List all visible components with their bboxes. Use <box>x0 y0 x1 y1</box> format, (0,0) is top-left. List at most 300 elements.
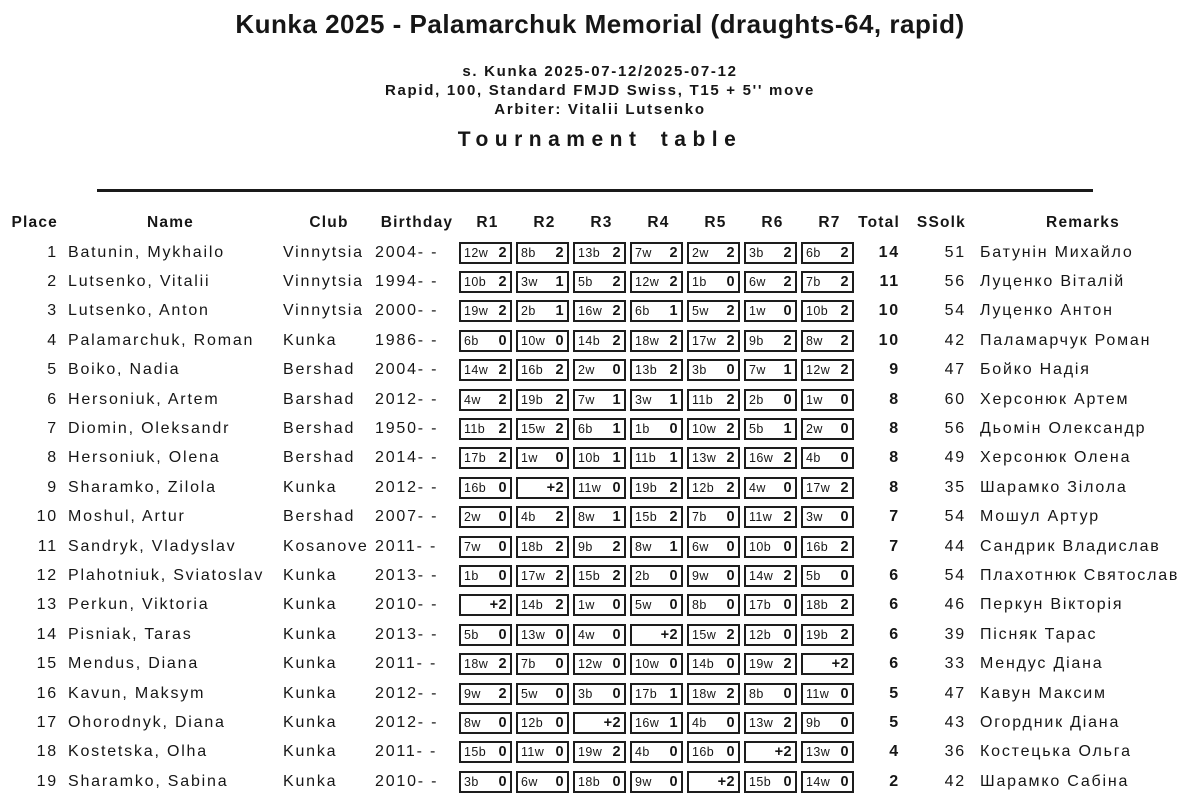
opponent-and-color: 9b <box>749 333 764 348</box>
round-score: 2 <box>612 303 621 320</box>
remarks-cell: Шарамко Сабіна <box>980 772 1130 790</box>
place-cell: 19 <box>36 772 58 790</box>
round-result-box <box>687 712 740 734</box>
club-cell: Vinnytsia <box>283 243 364 261</box>
opponent-and-color: 5b <box>749 422 764 437</box>
round-cell <box>459 326 516 355</box>
round-result-box <box>801 330 854 352</box>
ssolk-cell: 42 <box>944 772 966 790</box>
round-score: +2 <box>717 773 735 790</box>
table-row <box>0 503 1200 532</box>
round-cell <box>630 385 687 414</box>
opponent-and-color: 6b <box>635 304 650 319</box>
round-result-box <box>630 594 683 616</box>
name-cell: Moshul, Artur <box>68 508 186 526</box>
round-cell <box>459 444 516 473</box>
round-score: 2 <box>840 303 849 320</box>
remarks-cell: Плахотнюк Святослав <box>980 566 1180 584</box>
round-score: 2 <box>498 421 507 438</box>
opponent-and-color: 13b <box>635 363 658 378</box>
opponent-and-color: 8w <box>578 510 595 525</box>
opponent-and-color: 10b <box>464 275 487 290</box>
table-row <box>0 708 1200 737</box>
round-cell <box>516 473 573 502</box>
opponent-and-color: 3w <box>806 510 823 525</box>
opponent-and-color: 5b <box>806 568 821 583</box>
round-cell <box>459 414 516 443</box>
round-score: 2 <box>840 332 849 349</box>
round-cell <box>573 267 630 296</box>
opponent-and-color: 12w <box>578 657 603 672</box>
opponent-and-color: 17b <box>635 686 658 701</box>
round-cell <box>459 385 516 414</box>
round-result-box <box>573 359 626 381</box>
round-score: 0 <box>726 656 735 673</box>
opponent-and-color: 2w <box>692 245 709 260</box>
round-cell <box>459 532 516 561</box>
round-result-box <box>687 771 740 793</box>
round-result-box <box>459 271 512 293</box>
round-score: 0 <box>840 509 849 526</box>
round-cell <box>573 238 630 267</box>
round-score: 2 <box>555 421 564 438</box>
round-cell <box>516 267 573 296</box>
opponent-and-color: 16b <box>464 480 487 495</box>
opponent-and-color: 15b <box>749 774 772 789</box>
round-score: 0 <box>669 597 678 614</box>
opponent-and-color: 19b <box>521 392 544 407</box>
round-score: 0 <box>498 773 507 790</box>
opponent-and-color: 11w <box>521 745 545 760</box>
round-cell <box>573 708 630 737</box>
round-result-box <box>516 477 569 499</box>
round-result-box <box>630 536 683 558</box>
round-cell <box>687 326 744 355</box>
round-cell <box>516 297 573 326</box>
round-cell <box>459 297 516 326</box>
round-score: 1 <box>669 391 678 408</box>
round-result-box <box>459 477 512 499</box>
round-result-box <box>516 447 569 469</box>
round-result-box <box>459 506 512 528</box>
tournament-info <box>0 62 1200 119</box>
round-score: 2 <box>555 567 564 584</box>
round-result-box <box>744 359 797 381</box>
round-score: 2 <box>840 362 849 379</box>
total-cell: 7 <box>889 508 900 526</box>
round-result-box <box>744 300 797 322</box>
rounds-cells <box>459 238 858 267</box>
round-result-box <box>630 506 683 528</box>
opponent-and-color: 10b <box>806 304 829 319</box>
opponent-and-color: 1w <box>749 304 766 319</box>
round-cell <box>630 267 687 296</box>
total-cell: 8 <box>889 449 900 467</box>
round-cell <box>801 473 858 502</box>
round-result-box <box>744 271 797 293</box>
col-header-remarks: Remarks <box>1046 214 1120 231</box>
round-score: +2 <box>546 479 564 496</box>
round-result-box <box>744 683 797 705</box>
round-score: 2 <box>612 274 621 291</box>
round-score: 0 <box>498 479 507 496</box>
round-cell <box>744 238 801 267</box>
round-result-box <box>516 624 569 646</box>
round-cell <box>744 473 801 502</box>
table-row <box>0 297 1200 326</box>
round-cell <box>801 708 858 737</box>
round-result-box <box>687 594 740 616</box>
round-result-box <box>744 242 797 264</box>
ssolk-cell: 35 <box>944 478 966 496</box>
round-cell <box>744 267 801 296</box>
round-result-box <box>459 771 512 793</box>
round-result-box <box>744 712 797 734</box>
club-cell: Vinnytsia <box>283 273 364 291</box>
ssolk-cell: 47 <box>944 361 966 379</box>
round-result-box <box>459 447 512 469</box>
round-result-box <box>573 506 626 528</box>
round-result-box <box>573 594 626 616</box>
rounds-cells <box>459 356 858 385</box>
club-cell: Kunka <box>283 772 338 790</box>
opponent-and-color: 19w <box>464 304 489 319</box>
table-row <box>0 649 1200 678</box>
round-score: 0 <box>612 597 621 614</box>
round-score: 0 <box>612 362 621 379</box>
opponent-and-color: 12b <box>521 715 544 730</box>
opponent-and-color: 18w <box>692 686 717 701</box>
round-result-box <box>630 359 683 381</box>
opponent-and-color: 13w <box>749 715 774 730</box>
round-cell <box>687 708 744 737</box>
round-cell <box>744 767 801 796</box>
round-cell <box>630 708 687 737</box>
col-header-ssolk: SSolk <box>916 214 966 231</box>
opponent-and-color: 1w <box>521 451 538 466</box>
round-score: 0 <box>726 509 735 526</box>
round-result-box <box>573 389 626 411</box>
opponent-and-color: 17w <box>521 568 546 583</box>
round-score: 0 <box>555 773 564 790</box>
round-cell <box>744 444 801 473</box>
remarks-cell: Сандрик Владислав <box>980 537 1161 555</box>
remarks-cell: Пісняк Тарас <box>980 625 1098 643</box>
round-score: 2 <box>498 244 507 261</box>
opponent-and-color: 13w <box>806 745 831 760</box>
opponent-and-color: 18b <box>578 774 601 789</box>
round-result-box <box>630 242 683 264</box>
round-score: 1 <box>669 685 678 702</box>
round-score: 2 <box>840 626 849 643</box>
round-score: +2 <box>831 656 849 673</box>
round-result-box <box>459 242 512 264</box>
place-cell: 8 <box>47 449 58 467</box>
opponent-and-color: 8b <box>692 598 707 613</box>
round-cell <box>516 238 573 267</box>
col-header-total: Total <box>858 214 900 231</box>
table-row <box>0 679 1200 708</box>
opponent-and-color: 17w <box>692 333 717 348</box>
round-cell <box>687 356 744 385</box>
round-cell <box>687 620 744 649</box>
opponent-and-color: 1w <box>806 392 823 407</box>
round-result-box <box>687 477 740 499</box>
round-score: 0 <box>669 773 678 790</box>
club-cell: Kunka <box>283 743 338 761</box>
rounds-cells <box>459 708 858 737</box>
round-cell <box>687 738 744 767</box>
opponent-and-color: 9w <box>692 568 709 583</box>
rounds-cells <box>459 414 858 443</box>
remarks-cell: Херсонюк Артем <box>980 390 1130 408</box>
table-row <box>0 326 1200 355</box>
round-score: 2 <box>555 509 564 526</box>
birthday-cell: 2011- - <box>375 655 438 673</box>
place-cell: 1 <box>47 243 58 261</box>
round-result-box <box>630 418 683 440</box>
round-cell <box>630 649 687 678</box>
name-cell: Diomin, Oleksandr <box>68 420 231 438</box>
round-score: 0 <box>498 332 507 349</box>
round-result-box <box>516 242 569 264</box>
place-cell: 10 <box>36 508 58 526</box>
round-result-box <box>630 447 683 469</box>
birthday-cell: 2004- - <box>375 361 439 379</box>
opponent-and-color: 14b <box>578 333 601 348</box>
round-cell <box>573 649 630 678</box>
round-score: 0 <box>726 714 735 731</box>
total-cell: 10 <box>878 302 900 320</box>
opponent-and-color: 3w <box>521 275 538 290</box>
club-cell: Kunka <box>283 596 338 614</box>
round-result-box <box>459 418 512 440</box>
total-cell: 9 <box>889 361 900 379</box>
round-result-box <box>516 594 569 616</box>
round-score: 0 <box>498 538 507 555</box>
round-cell <box>744 356 801 385</box>
place-cell: 2 <box>47 273 58 291</box>
round-cell <box>630 326 687 355</box>
col-header-r5: R5 <box>704 214 727 231</box>
round-cell <box>801 591 858 620</box>
round-score: 0 <box>840 685 849 702</box>
round-cell <box>459 356 516 385</box>
round-result-box <box>459 565 512 587</box>
table-row <box>0 767 1200 796</box>
opponent-and-color: 7w <box>635 245 652 260</box>
round-cell <box>573 561 630 590</box>
round-result-box <box>801 506 854 528</box>
opponent-and-color: 7w <box>464 539 481 554</box>
round-score: 2 <box>783 332 792 349</box>
total-cell: 5 <box>889 713 900 731</box>
round-cell <box>744 326 801 355</box>
name-cell: Kostetska, Olha <box>68 743 208 761</box>
round-result-box <box>801 683 854 705</box>
name-cell: Hersoniuk, Artem <box>68 390 220 408</box>
round-cell <box>801 767 858 796</box>
rounds-cells <box>459 532 858 561</box>
round-result-box <box>687 418 740 440</box>
round-cell <box>687 532 744 561</box>
round-score: 1 <box>783 362 792 379</box>
round-cell <box>801 356 858 385</box>
round-cell <box>516 561 573 590</box>
round-cell <box>573 473 630 502</box>
round-result-box <box>516 300 569 322</box>
round-score: 2 <box>669 274 678 291</box>
round-result-box <box>573 271 626 293</box>
round-result-box <box>744 653 797 675</box>
round-score: 1 <box>669 303 678 320</box>
round-result-box <box>516 359 569 381</box>
ssolk-cell: 43 <box>944 713 966 731</box>
round-result-box <box>801 536 854 558</box>
club-cell: Kosanove <box>283 537 369 555</box>
round-cell <box>459 738 516 767</box>
round-cell <box>801 649 858 678</box>
opponent-and-color: 3w <box>635 392 652 407</box>
club-cell: Barshad <box>283 390 356 408</box>
round-cell <box>573 297 630 326</box>
round-cell <box>687 267 744 296</box>
round-cell <box>687 385 744 414</box>
round-score: 2 <box>555 362 564 379</box>
opponent-and-color: 4b <box>692 715 707 730</box>
name-cell: Palamarchuk, Roman <box>68 331 255 349</box>
opponent-and-color: 5w <box>521 686 538 701</box>
total-cell: 6 <box>889 655 900 673</box>
round-score: 2 <box>612 744 621 761</box>
round-cell <box>801 297 858 326</box>
round-score: 2 <box>555 391 564 408</box>
round-result-box <box>801 477 854 499</box>
opponent-and-color: 19w <box>578 745 603 760</box>
round-cell <box>687 649 744 678</box>
opponent-and-color: 13w <box>521 627 546 642</box>
name-cell: Hersoniuk, Olena <box>68 449 221 467</box>
place-cell: 16 <box>36 684 58 702</box>
round-result-box <box>687 741 740 763</box>
place-cell: 7 <box>47 420 58 438</box>
opponent-and-color: 3b <box>464 774 479 789</box>
round-score: 2 <box>669 479 678 496</box>
rounds-cells <box>459 591 858 620</box>
name-cell: Ohorodnyk, Diana <box>68 713 226 731</box>
round-result-box <box>744 594 797 616</box>
opponent-and-color: 4b <box>521 510 536 525</box>
name-cell: Pisniak, Taras <box>68 625 193 643</box>
rounds-cells <box>459 326 858 355</box>
round-score: 0 <box>726 744 735 761</box>
round-cell <box>687 297 744 326</box>
round-score: 0 <box>555 656 564 673</box>
round-cell <box>744 738 801 767</box>
page-title: Kunka 2025 - Palamarchuk Memorial (draughts-64, rapid) <box>235 9 965 39</box>
round-result-box <box>573 653 626 675</box>
name-cell: Sharamko, Zilola <box>68 478 217 496</box>
round-score: 0 <box>783 538 792 555</box>
round-score: +2 <box>660 626 678 643</box>
round-cell <box>801 238 858 267</box>
total-cell: 2 <box>889 772 900 790</box>
round-score: 0 <box>498 744 507 761</box>
ssolk-cell: 54 <box>944 302 966 320</box>
round-result-box <box>687 389 740 411</box>
round-score: 2 <box>726 244 735 261</box>
round-cell <box>801 326 858 355</box>
round-score: 0 <box>840 744 849 761</box>
round-score: 0 <box>783 391 792 408</box>
round-cell <box>687 503 744 532</box>
total-cell: 5 <box>889 684 900 702</box>
round-score: 0 <box>669 656 678 673</box>
round-result-box <box>516 271 569 293</box>
round-cell <box>801 444 858 473</box>
round-cell <box>801 267 858 296</box>
round-result-box <box>459 330 512 352</box>
opponent-and-color: 7w <box>749 363 766 378</box>
opponent-and-color: 15b <box>635 510 658 525</box>
round-score: 0 <box>783 303 792 320</box>
round-result-box <box>516 330 569 352</box>
round-cell <box>630 620 687 649</box>
rounds-cells <box>459 503 858 532</box>
club-cell: Bershad <box>283 420 356 438</box>
table-row <box>0 356 1200 385</box>
round-result-box <box>459 624 512 646</box>
round-score: 2 <box>612 332 621 349</box>
round-result-box <box>630 771 683 793</box>
round-cell <box>573 385 630 414</box>
opponent-and-color: 4b <box>635 745 650 760</box>
round-score: 0 <box>669 744 678 761</box>
round-score: 2 <box>726 303 735 320</box>
round-cell <box>744 591 801 620</box>
place-cell: 6 <box>47 390 58 408</box>
round-score: 2 <box>840 538 849 555</box>
opponent-and-color: 17b <box>749 598 772 613</box>
opponent-and-color: 3b <box>578 686 593 701</box>
opponent-and-color: 16w <box>635 715 660 730</box>
round-cell <box>516 679 573 708</box>
club-cell: Vinnytsia <box>283 302 364 320</box>
remarks-cell: Шарамко Зілола <box>980 478 1128 496</box>
round-cell <box>516 708 573 737</box>
opponent-and-color: 7b <box>806 275 821 290</box>
round-score: 0 <box>612 685 621 702</box>
round-result-box <box>459 653 512 675</box>
round-result-box <box>630 683 683 705</box>
ssolk-cell: 39 <box>944 625 966 643</box>
opponent-and-color: 4w <box>464 392 481 407</box>
round-result-box <box>516 506 569 528</box>
round-score: 0 <box>783 626 792 643</box>
round-result-box <box>630 624 683 646</box>
place-cell: 17 <box>36 713 58 731</box>
opponent-and-color: 6b <box>578 422 593 437</box>
rounds-cells <box>459 561 858 590</box>
round-result-box <box>687 683 740 705</box>
birthday-cell: 2000- - <box>375 302 439 320</box>
opponent-and-color: 13b <box>578 245 601 260</box>
round-score: 2 <box>612 567 621 584</box>
round-cell <box>801 738 858 767</box>
round-cell <box>459 767 516 796</box>
round-score: 2 <box>555 597 564 614</box>
col-headers-rounds <box>459 214 858 232</box>
